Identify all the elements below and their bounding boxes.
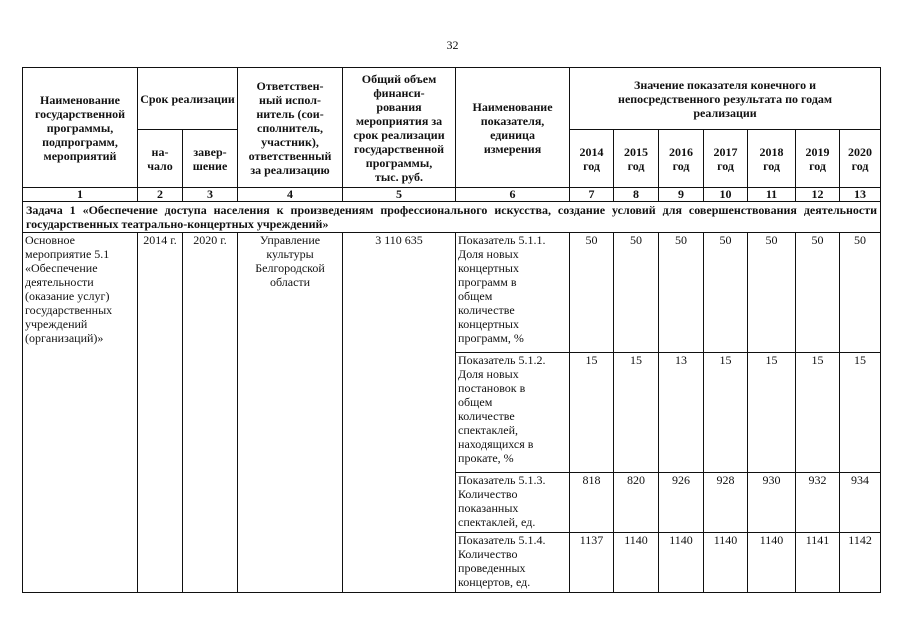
indicator-value: 820 bbox=[614, 473, 659, 533]
indicator-value: 930 bbox=[748, 473, 796, 533]
indicators-table bbox=[22, 67, 881, 593]
indicator-name: Показатель 5.1.3. Количество показанных спектаклей, ед. bbox=[456, 473, 570, 533]
indicator-value: 15 bbox=[748, 353, 796, 473]
col-number: 7 bbox=[570, 188, 614, 202]
header-year: 2016 год bbox=[659, 130, 704, 188]
col-number: 5 bbox=[343, 188, 456, 202]
header-volume: Общий объем финанси- рования мероприятия за срок реализации государственной программы, тыс. руб. bbox=[343, 68, 456, 188]
header-year: 2019 год bbox=[796, 130, 840, 188]
header-term-start: на- чало bbox=[138, 130, 183, 188]
indicator-value: 1142 bbox=[840, 533, 881, 593]
measure-name: Основное мероприятие 5.1 «Обеспечение деятельности (оказание услуг) государственных учреждений (организаций)» bbox=[23, 233, 138, 593]
header-indicator: Наименование показателя, единица измерения bbox=[456, 68, 570, 188]
indicator-value: 13 bbox=[659, 353, 704, 473]
header-responsible: Ответствен- ный испол- нитель (сои- сполнитель, участник), ответственный за реализацию bbox=[238, 68, 343, 188]
page-number: 32 bbox=[446, 38, 459, 52]
col-number: 10 bbox=[704, 188, 748, 202]
measure-start: 2014 г. bbox=[138, 233, 183, 593]
indicator-value: 1140 bbox=[659, 533, 704, 593]
header-term-end: завер- шение bbox=[183, 130, 238, 188]
measure-responsible: Управление культуры Белгородской области bbox=[238, 233, 343, 593]
indicator-value: 50 bbox=[659, 233, 704, 353]
indicator-value: 1137 bbox=[570, 533, 614, 593]
indicator-value: 926 bbox=[659, 473, 704, 533]
indicator-value: 50 bbox=[570, 233, 614, 353]
header-year: 2015 год bbox=[614, 130, 659, 188]
indicator-name: Показатель 5.1.1. Доля новых концертных программ в общем количестве концертных программ, % bbox=[456, 233, 570, 353]
col-number: 2 bbox=[138, 188, 183, 202]
indicator-value: 50 bbox=[704, 233, 748, 353]
indicator-value: 932 bbox=[796, 473, 840, 533]
indicator-value: 50 bbox=[840, 233, 881, 353]
indicator-value: 50 bbox=[796, 233, 840, 353]
col-number: 3 bbox=[183, 188, 238, 202]
indicator-value: 15 bbox=[840, 353, 881, 473]
col-number: 11 bbox=[748, 188, 796, 202]
indicator-value: 15 bbox=[796, 353, 840, 473]
indicator-value: 1140 bbox=[614, 533, 659, 593]
indicator-value: 1141 bbox=[796, 533, 840, 593]
indicator-value: 50 bbox=[748, 233, 796, 353]
header-year: 2017 год bbox=[704, 130, 748, 188]
col-number: 9 bbox=[659, 188, 704, 202]
header-values-title: Значение показателя конечного и непосредственного результата по годам реализации bbox=[570, 68, 881, 130]
indicator-value: 818 bbox=[570, 473, 614, 533]
header-year: 2014 год bbox=[570, 130, 614, 188]
indicator-value: 1140 bbox=[748, 533, 796, 593]
indicator-value: 15 bbox=[704, 353, 748, 473]
measure-volume: 3 110 635 bbox=[343, 233, 456, 593]
header-term: Срок реализации bbox=[138, 68, 238, 130]
indicator-value: 15 bbox=[570, 353, 614, 473]
indicator-value: 934 bbox=[840, 473, 881, 533]
col-number: 8 bbox=[614, 188, 659, 202]
indicator-value: 1140 bbox=[704, 533, 748, 593]
header-year: 2018 год bbox=[748, 130, 796, 188]
col-number: 13 bbox=[840, 188, 881, 202]
indicator-value: 50 bbox=[614, 233, 659, 353]
header-year: 2020 год bbox=[840, 130, 881, 188]
indicator-name: Показатель 5.1.2. Доля новых постановок в общем количестве спектаклей, находящихся в прокате, % bbox=[456, 353, 570, 473]
col-number: 6 bbox=[456, 188, 570, 202]
task-row: Задача 1 «Обеспечение доступа населения к произведениям профессионального искусства, создание условий для совершенствования деятельности государственных театрально-концертных учреждений» bbox=[23, 202, 881, 233]
col-number: 1 bbox=[23, 188, 138, 202]
indicator-value: 928 bbox=[704, 473, 748, 533]
measure-end: 2020 г. bbox=[183, 233, 238, 593]
col-number: 4 bbox=[238, 188, 343, 202]
col-number: 12 bbox=[796, 188, 840, 202]
header-name-col: Наименование государственной программы, подпрограмм, мероприятий bbox=[23, 68, 138, 188]
indicator-name: Показатель 5.1.4. Количество проведенных концертов, ед. bbox=[456, 533, 570, 593]
indicator-value: 15 bbox=[614, 353, 659, 473]
